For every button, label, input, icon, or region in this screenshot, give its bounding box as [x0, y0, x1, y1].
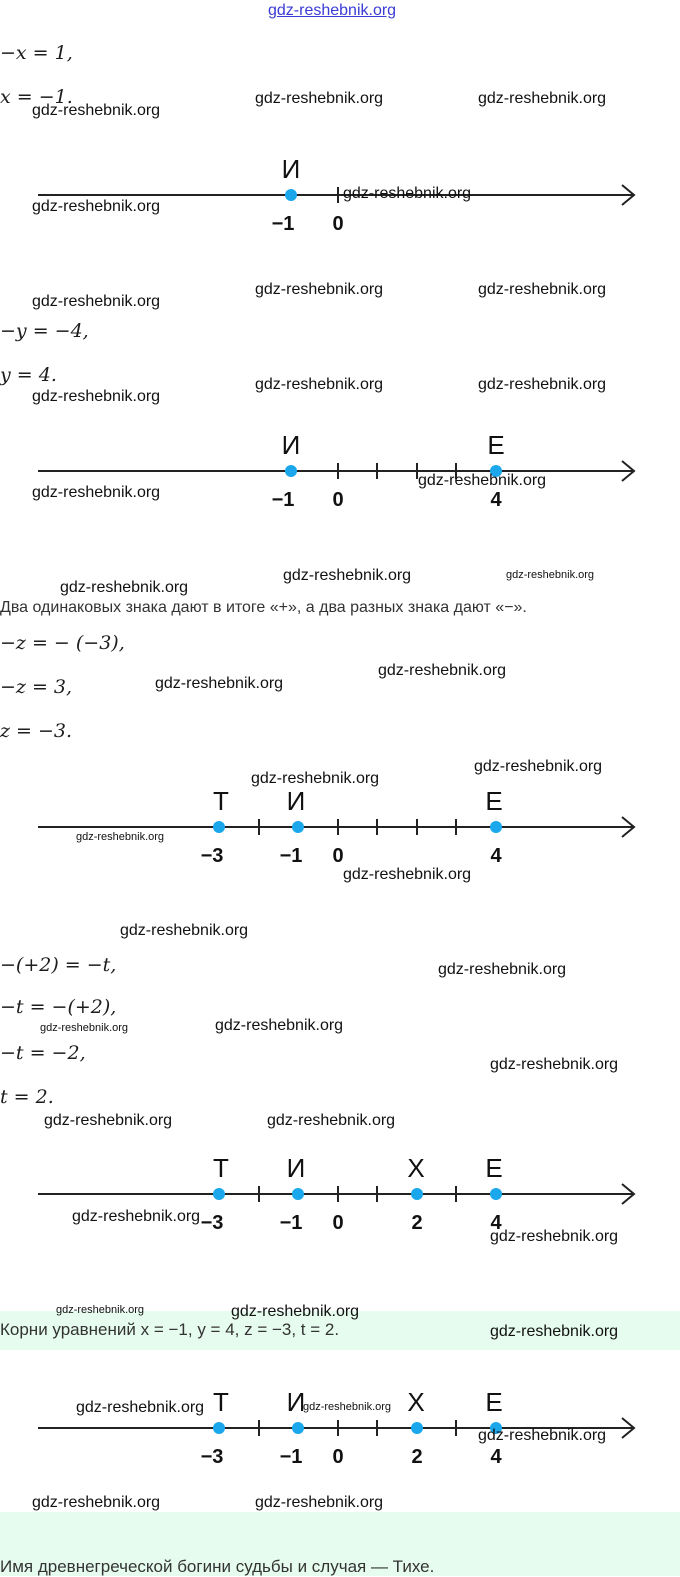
point-dot — [292, 1422, 304, 1434]
site-link[interactable]: gdz-reshebnik.org — [268, 2, 397, 19]
point-dot — [490, 1188, 502, 1200]
watermark: gdz-reshebnik.org — [490, 1056, 619, 1073]
watermark: gdz-reshebnik.org — [215, 1017, 344, 1034]
equation-t-3: −t = −2, — [0, 1042, 86, 1064]
watermark: gdz-reshebnik.org — [343, 866, 472, 883]
watermark: gdz-reshebnik.org — [76, 831, 165, 843]
point-dot — [292, 821, 304, 833]
point-label: И — [281, 154, 301, 184]
watermark: gdz-reshebnik.org — [32, 388, 161, 405]
watermark: gdz-reshebnik.org — [283, 567, 412, 584]
summary-text: Корни уравнений x = −1, y = 4, z = −3, t = 2. — [0, 1320, 340, 1339]
watermark: gdz-reshebnik.org — [378, 662, 507, 679]
point-value: 4 — [490, 1212, 502, 1234]
point-dot — [490, 821, 502, 833]
zero-label: 0 — [332, 213, 344, 235]
point-value: −1 — [279, 845, 303, 867]
zero-label: 0 — [332, 1446, 344, 1468]
point-value: −1 — [279, 1212, 303, 1234]
watermark: gdz-reshebnik.org — [32, 1494, 161, 1511]
point-label: И — [286, 786, 306, 816]
equation-t-1: −(+2) = −t, — [0, 954, 117, 976]
watermark: gdz-reshebnik.org — [474, 758, 603, 775]
point-label: Е — [485, 1153, 503, 1183]
point-label: И — [281, 430, 301, 460]
point-dot — [213, 821, 225, 833]
point-label: Т — [213, 1387, 229, 1417]
equation-z-1: −z = − (−3), — [0, 632, 125, 654]
watermark: gdz-reshebnik.org — [506, 569, 595, 581]
watermark: gdz-reshebnik.org — [490, 1323, 619, 1340]
watermark: gdz-reshebnik.org — [478, 281, 607, 298]
point-value: −1 — [271, 489, 295, 511]
point-value: −1 — [279, 1446, 303, 1468]
number-line-3 — [0, 782, 680, 872]
watermark: gdz-reshebnik.org — [40, 1022, 129, 1034]
point-label: И — [286, 1387, 306, 1417]
point-value: 2 — [411, 1446, 423, 1468]
point-label: Е — [485, 1387, 503, 1417]
point-value: −1 — [271, 213, 295, 235]
watermark: gdz-reshebnik.org — [60, 579, 189, 596]
watermark: gdz-reshebnik.org — [255, 281, 384, 298]
watermark: gdz-reshebnik.org — [76, 1399, 205, 1416]
point-label: Т — [213, 786, 229, 816]
point-value: −3 — [200, 845, 224, 867]
point-label: Т — [213, 1153, 229, 1183]
watermark: gdz-reshebnik.org — [343, 185, 472, 202]
watermark: gdz-reshebnik.org — [438, 961, 567, 978]
point-label: Х — [407, 1387, 425, 1417]
watermark: gdz-reshebnik.org — [255, 1494, 384, 1511]
zero-label: 0 — [332, 845, 344, 867]
watermark: gdz-reshebnik.org — [303, 1401, 392, 1413]
point-dot — [213, 1188, 225, 1200]
sign-rule-text: Два одинаковых знака дают в итоге «+», а два разных знака дают «−». — [0, 599, 527, 616]
equation-z-3: z = −3. — [0, 720, 73, 742]
watermark: gdz-reshebnik.org — [267, 1112, 396, 1129]
watermark: gdz-reshebnik.org — [32, 102, 161, 119]
point-dot — [285, 189, 297, 201]
watermark: gdz-reshebnik.org — [478, 1427, 607, 1444]
point-dot — [411, 1422, 423, 1434]
point-label: И — [286, 1153, 306, 1183]
watermark: gdz-reshebnik.org — [44, 1112, 173, 1129]
watermark: gdz-reshebnik.org — [490, 1228, 619, 1245]
watermark: gdz-reshebnik.org — [32, 293, 161, 310]
conclusion-text: Имя древнегреческой богини судьбы и случая — Тихе. — [0, 1557, 435, 1576]
watermark: gdz-reshebnik.org — [56, 1304, 145, 1316]
watermark: gdz-reshebnik.org — [478, 376, 607, 393]
zero-label: 0 — [332, 1212, 344, 1234]
watermark: gdz-reshebnik.org — [255, 90, 384, 107]
zero-label: 0 — [332, 489, 344, 511]
equation-z-2: −z = 3, — [0, 676, 73, 698]
watermark: gdz-reshebnik.org — [120, 922, 249, 939]
equation-y-2: y = 4. — [0, 364, 57, 386]
watermark: gdz-reshebnik.org — [231, 1303, 360, 1320]
point-value: 4 — [490, 489, 502, 511]
point-dot — [292, 1188, 304, 1200]
point-dot — [411, 1188, 423, 1200]
equation-t-2: −t = −(+2), — [0, 996, 117, 1018]
point-value: −3 — [200, 1446, 224, 1468]
equation-t-4: t = 2. — [0, 1086, 54, 1108]
watermark: gdz-reshebnik.org — [478, 90, 607, 107]
watermark: gdz-reshebnik.org — [251, 770, 380, 787]
point-dot — [213, 1422, 225, 1434]
watermark: gdz-reshebnik.org — [418, 472, 547, 489]
watermark: gdz-reshebnik.org — [32, 484, 161, 501]
point-value: 2 — [411, 1212, 423, 1234]
equation-x-2: x = −1. — [0, 86, 73, 108]
equation-y-1: −y = −4, — [0, 320, 89, 342]
watermark: gdz-reshebnik.org — [72, 1208, 201, 1225]
point-label: Х — [407, 1153, 425, 1183]
number-line-2 — [0, 426, 680, 516]
number-line-1 — [0, 150, 680, 240]
watermark: gdz-reshebnik.org — [155, 675, 284, 692]
equation-x-1: −x = 1, — [0, 42, 73, 64]
point-value: −3 — [200, 1212, 224, 1234]
watermark: gdz-reshebnik.org — [255, 376, 384, 393]
point-label: Е — [487, 430, 505, 460]
point-label: Е — [485, 786, 503, 816]
watermark: gdz-reshebnik.org — [32, 198, 161, 215]
point-value: 4 — [490, 845, 502, 867]
point-value: 4 — [490, 1446, 502, 1468]
point-dot — [285, 465, 297, 477]
